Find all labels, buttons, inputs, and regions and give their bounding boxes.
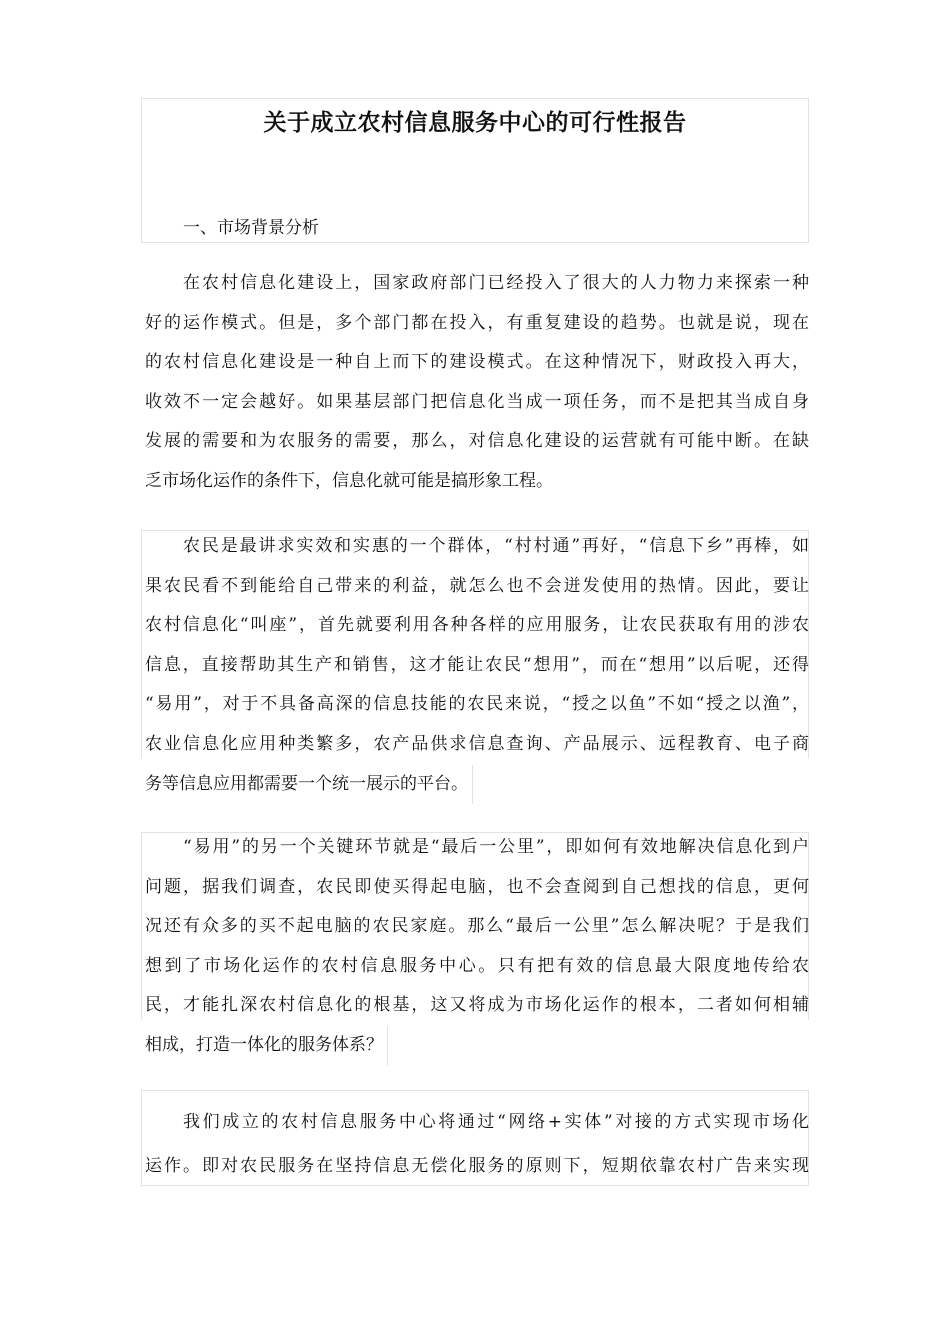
paragraph-last-line-wrap <box>145 1026 809 1066</box>
paragraph-line: 问题，据我们调查，农民即使买得起电脑，也不会查阅到自己想找的信息，更何 <box>145 876 809 897</box>
paragraph-1 <box>145 264 809 502</box>
paragraph-line: 信息，直接帮助其生产和销售，这才能让农民“想用”，而在“想用”以后呢，还得 <box>145 654 809 675</box>
paragraph-line: 我们成立的农村信息服务中心将通过“网络+实体”对接的方式实现市场化 <box>183 1112 809 1132</box>
paragraph-line: 果农民看不到能给自己带来的利益，就怎么也不会迸发使用的热情。因此，要让 <box>145 575 809 596</box>
paragraph-line: 运作。即对农民服务在坚持信息无偿化服务的原则下，短期依靠农村广告来实现 <box>145 1156 809 1176</box>
paragraph-line: “易用”，对于不具备高深的信息技能的农民来说，“授之以鱼”不如“授之以渔”， <box>145 694 809 715</box>
paragraph-line: 乏市场化运作的条件下，信息化就可能是搞形象工程。 <box>145 470 553 491</box>
paragraph-line: 好的运作模式。但是，多个部门都在投入，有重复建设的趋势。也就是说，现在 <box>145 312 809 333</box>
paragraph-line: 农业信息化应用种类繁多，农产品供求信息查询、产品展示、远程教育、电子商 <box>145 733 809 754</box>
paragraph-line: “易用”的另一个关键环节就是“最后一公里”，即如何有效地解决信息化到户 <box>183 837 809 857</box>
paragraph-line: 农民是最讲求实效和实惠的一个群体，“村村通”再好，“信息下乡”再棒，如 <box>183 536 809 556</box>
paragraph-line: 收效不一定会越好。如果基层部门把信息化当成一项任务，而不是把其当成自身 <box>145 391 809 412</box>
paragraph-line: 况还有众多的买不起电脑的农民家庭。那么“最后一公里”怎么解决呢？于是我们 <box>145 916 809 937</box>
paragraph-2 <box>145 527 809 804</box>
document-title: 关于成立农村信息服务中心的可行性报告 <box>263 110 687 136</box>
paragraph-line: 发展的需要和为农服务的需要，那么，对信息化建设的运营就有可能中断。在缺 <box>145 431 809 452</box>
paragraph-line: 想到了市场化运作的农村信息服务中心。只有把有效的信息最大限度地传给农 <box>145 955 809 976</box>
section-heading: 一、市场背景分析 <box>183 218 319 238</box>
paragraph-last-line-wrap <box>145 765 809 805</box>
paragraph-3 <box>145 828 809 1066</box>
paragraph-line: 民，才能扎深农村信息化的根基，这又将成为市场化运作的根本，二者如何相辅 <box>145 995 809 1016</box>
paragraph-line: 务等信息应用都需要一个统一展示的平台。 <box>145 765 473 805</box>
paragraph-line: 相成，打造一体化的服务体系？ <box>145 1026 388 1066</box>
paragraph-4 <box>145 1100 809 1188</box>
paragraph-line: 农村信息化“叫座”，首先就要利用各种各样的应用服务，让农民获取有用的涉农 <box>145 615 809 636</box>
paragraph-line: 的农村信息化建设是一种自上而下的建设模式。在这种情况下，财政投入再大， <box>145 352 809 373</box>
paragraph-line: 在农村信息化建设上，国家政府部门已经投入了很大的人力物力来探索一种 <box>183 273 809 293</box>
